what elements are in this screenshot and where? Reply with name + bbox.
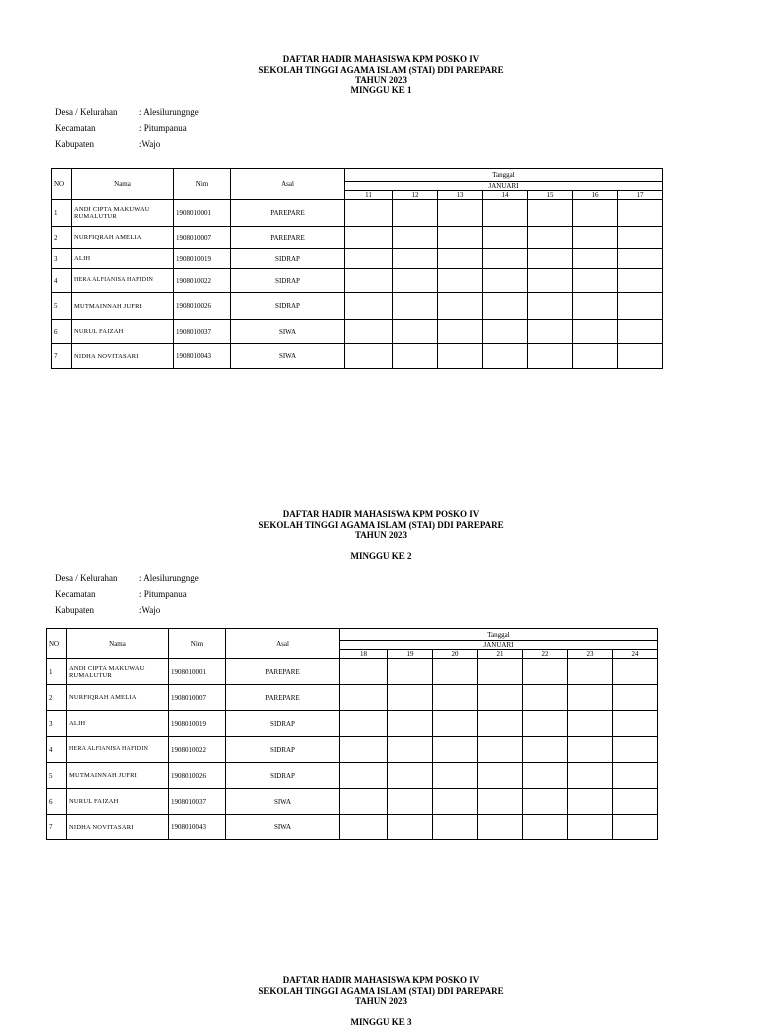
attendance-cell[interactable] <box>523 789 568 815</box>
attendance-cell[interactable] <box>433 737 478 763</box>
attendance-cell[interactable] <box>523 763 568 789</box>
cell-nama: ANDI CIPTA MAKUWAU RUMALUTUR <box>67 659 169 685</box>
cell-no: 5 <box>52 293 72 320</box>
attendance-cell[interactable] <box>438 227 483 249</box>
document-header <box>0 54 762 86</box>
attendance-cell[interactable] <box>345 293 393 320</box>
cell-nim: 1908010037 <box>169 789 226 815</box>
attendance-cell[interactable] <box>618 344 663 369</box>
table-row <box>47 815 658 840</box>
col-header-tanggal: Tanggal <box>345 169 663 182</box>
attendance-cell[interactable] <box>523 737 568 763</box>
week-title: MINGGU KE 3 <box>350 1017 412 1027</box>
table-row <box>47 737 658 763</box>
cell-asal: SIDRAP <box>226 737 340 763</box>
table-row <box>52 269 663 293</box>
attendance-cell[interactable] <box>345 200 393 227</box>
cell-no: 3 <box>47 711 67 737</box>
cell-asal: SIDRAP <box>231 249 345 269</box>
header-institution: SEKOLAH TINGGI AGAMA ISLAM (STAI) DDI PAREPARE <box>258 985 504 996</box>
cell-nama: NIDHA NOVITASARI <box>72 344 174 369</box>
cell-no: 2 <box>52 227 72 249</box>
cell-nim: 1908010019 <box>174 249 231 269</box>
cell-nama: HERA ALFIANISA HAFIDIN <box>67 737 169 763</box>
table-row <box>52 293 663 320</box>
attendance-cell[interactable] <box>478 815 523 840</box>
attendance-cell[interactable] <box>340 659 388 685</box>
desa-label: Desa / Kelurahan <box>55 573 118 583</box>
header-institution: SEKOLAH TINGGI AGAMA ISLAM (STAI) DDI PAREPARE <box>258 64 504 75</box>
cell-nama: ANDI CIPTA MAKUWAU RUMALUTUR <box>72 200 174 227</box>
cell-asal: SIWA <box>226 789 340 815</box>
attendance-cell[interactable] <box>568 763 613 789</box>
cell-nama: NURUL FAIZAH <box>72 320 174 344</box>
date-header: 22 <box>523 650 568 659</box>
attendance-cell[interactable] <box>568 685 613 711</box>
attendance-cell[interactable] <box>433 685 478 711</box>
table-row <box>52 344 663 369</box>
cell-nama: NURFIQRAH AMELIA <box>72 227 174 249</box>
col-header-month: JANUARI <box>340 641 658 650</box>
attendance-cell[interactable] <box>568 659 613 685</box>
attendance-cell[interactable] <box>478 763 523 789</box>
date-header: 20 <box>433 650 478 659</box>
date-header: 14 <box>483 191 528 200</box>
table-row <box>47 711 658 737</box>
cell-asal: PAREPARE <box>231 227 345 249</box>
cell-nim: 1908010001 <box>174 200 231 227</box>
attendance-cell[interactable] <box>483 293 528 320</box>
attendance-cell[interactable] <box>478 659 523 685</box>
cell-nama: MUTMAINNAH JUFRI <box>67 763 169 789</box>
cell-no: 6 <box>47 789 67 815</box>
table-row <box>52 227 663 249</box>
attendance-cell[interactable] <box>478 711 523 737</box>
table-row <box>52 249 663 269</box>
table-row <box>47 763 658 789</box>
attendance-cell[interactable] <box>573 293 618 320</box>
attendance-cell[interactable] <box>388 737 433 763</box>
attendance-cell[interactable] <box>483 320 528 344</box>
cell-no: 3 <box>52 249 72 269</box>
attendance-cell[interactable] <box>528 200 573 227</box>
attendance-cell[interactable] <box>523 711 568 737</box>
cell-nama: HERA ALFIANISA HAFIDIN <box>72 269 174 293</box>
header-title: DAFTAR HADIR MAHASISWA KPM POSKO IV <box>282 975 480 985</box>
cell-nim: 1908010019 <box>169 711 226 737</box>
kabupaten-value: :Wajo <box>139 139 161 149</box>
kabupaten-value: :Wajo <box>139 605 161 615</box>
cell-asal: PAREPARE <box>226 685 340 711</box>
table-row <box>52 200 663 227</box>
attendance-cell[interactable] <box>573 200 618 227</box>
cell-asal: SIWA <box>231 344 345 369</box>
attendance-cell[interactable] <box>613 763 658 789</box>
attendance-cell[interactable] <box>573 269 618 293</box>
attendance-cell[interactable] <box>393 320 438 344</box>
cell-nama: ALIH <box>72 249 174 269</box>
attendance-cell[interactable] <box>613 789 658 815</box>
date-header: 15 <box>528 191 573 200</box>
cell-no: 4 <box>52 269 72 293</box>
cell-no: 1 <box>47 659 67 685</box>
attendance-cell[interactable] <box>573 249 618 269</box>
attendance-cell[interactable] <box>438 344 483 369</box>
cell-nim: 1908010037 <box>174 320 231 344</box>
date-header: 21 <box>478 650 523 659</box>
attendance-cell[interactable] <box>478 737 523 763</box>
col-header-asal: Asal <box>226 629 340 659</box>
attendance-cell[interactable] <box>613 815 658 840</box>
col-header-asal: Asal <box>231 169 345 200</box>
cell-nim: 1908010026 <box>174 293 231 320</box>
table-row <box>47 789 658 815</box>
header-year: TAHUN 2023 <box>354 75 408 85</box>
document-header <box>0 509 762 541</box>
attendance-cell[interactable] <box>613 737 658 763</box>
header-title: DAFTAR HADIR MAHASISWA KPM POSKO IV <box>282 54 480 64</box>
attendance-cell[interactable] <box>568 789 613 815</box>
attendance-cell[interactable] <box>618 269 663 293</box>
cell-nim: 1908010022 <box>169 737 226 763</box>
cell-nama: NURUL FAIZAH <box>67 789 169 815</box>
attendance-cell[interactable] <box>393 269 438 293</box>
attendance-cell[interactable] <box>618 320 663 344</box>
header-institution: SEKOLAH TINGGI AGAMA ISLAM (STAI) DDI PAREPARE <box>258 519 504 530</box>
cell-asal: SIDRAP <box>231 269 345 293</box>
date-header: 13 <box>438 191 483 200</box>
attendance-cell[interactable] <box>483 249 528 269</box>
cell-no: 2 <box>47 685 67 711</box>
col-header-nama: Nama <box>72 169 174 200</box>
date-header: 17 <box>618 191 663 200</box>
attendance-cell[interactable] <box>483 269 528 293</box>
attendance-cell[interactable] <box>433 789 478 815</box>
cell-no: 4 <box>47 737 67 763</box>
cell-nama: ALIH <box>67 711 169 737</box>
attendance-cell[interactable] <box>340 685 388 711</box>
table-row <box>47 659 658 685</box>
attendance-cell[interactable] <box>388 685 433 711</box>
attendance-cell[interactable] <box>478 685 523 711</box>
col-header-nama: Nama <box>67 629 169 659</box>
cell-asal: SIWA <box>231 320 345 344</box>
attendance-cell[interactable] <box>523 815 568 840</box>
attendance-cell[interactable] <box>433 659 478 685</box>
attendance-cell[interactable] <box>393 227 438 249</box>
header-year: TAHUN 2023 <box>354 530 408 540</box>
attendance-cell[interactable] <box>340 711 388 737</box>
attendance-cell[interactable] <box>393 249 438 269</box>
kecamatan-value: : Pitumpanua <box>139 123 187 133</box>
attendance-cell[interactable] <box>340 737 388 763</box>
kecamatan-label: Kecamatan <box>55 123 96 133</box>
attendance-cell[interactable] <box>618 249 663 269</box>
attendance-cell[interactable] <box>433 815 478 840</box>
kabupaten-label: Kabupaten <box>55 139 94 149</box>
date-header: 19 <box>388 650 433 659</box>
attendance-cell[interactable] <box>438 320 483 344</box>
col-header-nim: Nim <box>169 629 226 659</box>
week-title: MINGGU KE 2 <box>350 551 412 561</box>
col-header-no: NO <box>52 169 72 200</box>
attendance-cell[interactable] <box>433 711 478 737</box>
attendance-cell[interactable] <box>613 659 658 685</box>
attendance-cell[interactable] <box>388 659 433 685</box>
table-row <box>52 320 663 344</box>
attendance-cell[interactable] <box>528 344 573 369</box>
cell-no: 5 <box>47 763 67 789</box>
attendance-cell[interactable] <box>523 685 568 711</box>
date-header: 11 <box>345 191 393 200</box>
attendance-cell[interactable] <box>478 789 523 815</box>
attendance-cell[interactable] <box>438 249 483 269</box>
attendance-cell[interactable] <box>438 200 483 227</box>
attendance-cell[interactable] <box>340 763 388 789</box>
attendance-cell[interactable] <box>573 344 618 369</box>
attendance-cell[interactable] <box>345 227 393 249</box>
cell-no: 1 <box>52 200 72 227</box>
attendance-cell[interactable] <box>388 763 433 789</box>
attendance-cell[interactable] <box>345 344 393 369</box>
desa-value: : Alesilurungnge <box>139 107 199 117</box>
attendance-cell[interactable] <box>388 789 433 815</box>
attendance-cell[interactable] <box>528 293 573 320</box>
attendance-cell[interactable] <box>618 293 663 320</box>
attendance-cell[interactable] <box>433 763 478 789</box>
attendance-cell[interactable] <box>523 659 568 685</box>
col-header-no: NO <box>47 629 67 659</box>
attendance-cell[interactable] <box>393 344 438 369</box>
cell-no: 7 <box>52 344 72 369</box>
date-header: 18 <box>340 650 388 659</box>
col-header-month: JANUARI <box>345 182 663 191</box>
cell-nim: 1908010022 <box>174 269 231 293</box>
attendance-cell[interactable] <box>573 320 618 344</box>
cell-asal: SIDRAP <box>231 293 345 320</box>
attendance-cell[interactable] <box>568 815 613 840</box>
desa-value: : Alesilurungnge <box>139 573 199 583</box>
cell-nama: NURFIQRAH AMELIA <box>67 685 169 711</box>
attendance-cell[interactable] <box>483 200 528 227</box>
attendance-cell[interactable] <box>393 293 438 320</box>
cell-no: 7 <box>47 815 67 840</box>
cell-nama: NIDHA NOVITASARI <box>67 815 169 840</box>
attendance-cell[interactable] <box>613 711 658 737</box>
attendance-cell[interactable] <box>483 344 528 369</box>
attendance-cell[interactable] <box>345 269 393 293</box>
attendance-cell[interactable] <box>393 200 438 227</box>
kecamatan-label: Kecamatan <box>55 589 96 599</box>
kabupaten-label: Kabupaten <box>55 605 94 615</box>
col-header-nim: Nim <box>174 169 231 200</box>
attendance-cell[interactable] <box>528 249 573 269</box>
document-header <box>0 975 762 1007</box>
date-header: 23 <box>568 650 613 659</box>
attendance-cell[interactable] <box>345 249 393 269</box>
attendance-cell[interactable] <box>573 227 618 249</box>
cell-nim: 1908010043 <box>174 344 231 369</box>
cell-asal: SIWA <box>226 815 340 840</box>
desa-label: Desa / Kelurahan <box>55 107 118 117</box>
attendance-cell[interactable] <box>345 320 393 344</box>
cell-asal: PAREPARE <box>231 200 345 227</box>
date-header: 16 <box>573 191 618 200</box>
attendance-cell[interactable] <box>618 227 663 249</box>
cell-asal: PAREPARE <box>226 659 340 685</box>
date-header: 24 <box>613 650 658 659</box>
header-year: TAHUN 2023 <box>354 996 408 1006</box>
attendance-cell[interactable] <box>613 685 658 711</box>
attendance-cell[interactable] <box>568 711 613 737</box>
attendance-cell[interactable] <box>528 269 573 293</box>
attendance-cell[interactable] <box>388 711 433 737</box>
cell-no: 6 <box>52 320 72 344</box>
table-row <box>47 685 658 711</box>
attendance-table <box>51 168 663 369</box>
attendance-cell[interactable] <box>438 293 483 320</box>
col-header-tanggal: Tanggal <box>340 629 658 641</box>
attendance-cell[interactable] <box>388 815 433 840</box>
kecamatan-value: : Pitumpanua <box>139 589 187 599</box>
cell-nim: 1908010043 <box>169 815 226 840</box>
cell-asal: SIDRAP <box>226 711 340 737</box>
attendance-cell[interactable] <box>340 789 388 815</box>
attendance-cell[interactable] <box>618 200 663 227</box>
attendance-cell[interactable] <box>528 320 573 344</box>
cell-nim: 1908010026 <box>169 763 226 789</box>
attendance-cell[interactable] <box>568 737 613 763</box>
cell-nim: 1908010001 <box>169 659 226 685</box>
cell-asal: SIDRAP <box>226 763 340 789</box>
attendance-table <box>46 628 658 840</box>
week-title: MINGGU KE 1 <box>350 85 412 95</box>
attendance-cell[interactable] <box>528 227 573 249</box>
cell-nama: MUTMAINNAH JUFRI <box>72 293 174 320</box>
cell-nim: 1908010007 <box>169 685 226 711</box>
attendance-cell[interactable] <box>340 815 388 840</box>
cell-nim: 1908010007 <box>174 227 231 249</box>
attendance-cell[interactable] <box>483 227 528 249</box>
header-title: DAFTAR HADIR MAHASISWA KPM POSKO IV <box>282 509 480 519</box>
attendance-cell[interactable] <box>438 269 483 293</box>
date-header: 12 <box>393 191 438 200</box>
